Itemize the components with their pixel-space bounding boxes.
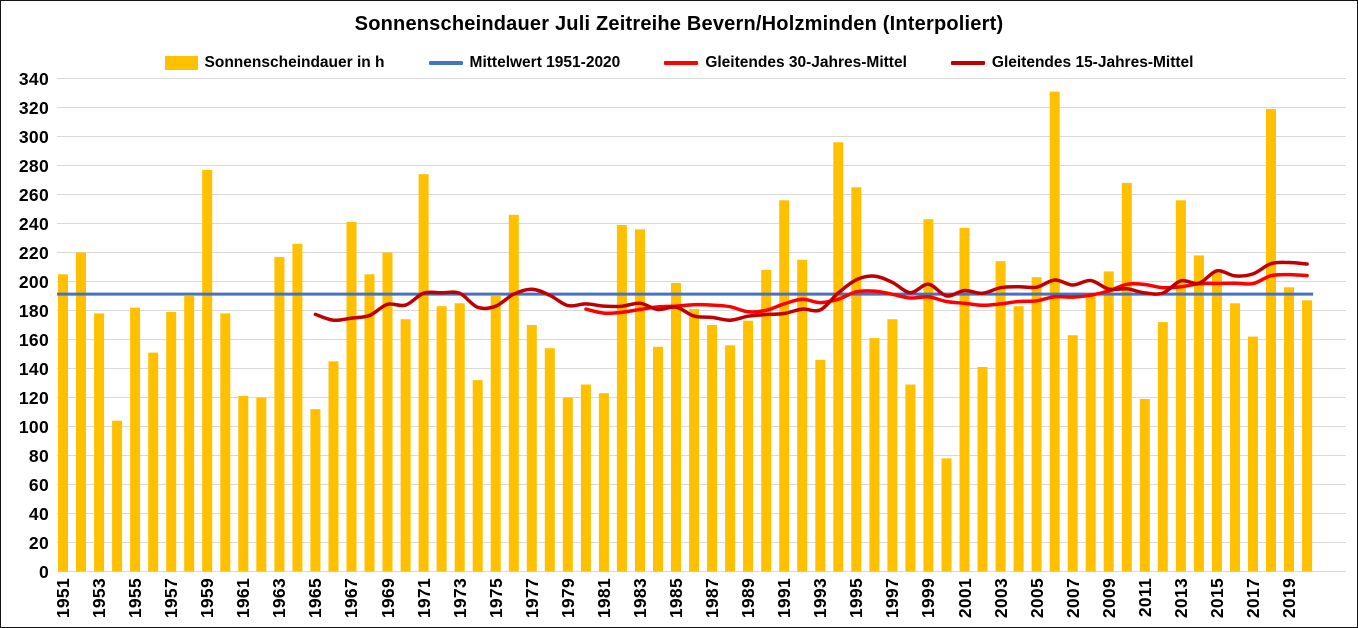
x-tick-label-1979: 1979 bbox=[557, 578, 578, 619]
y-tick-label-120: 120 bbox=[18, 387, 49, 408]
bar-2012 bbox=[1158, 322, 1168, 571]
x-tick-label-1975: 1975 bbox=[485, 578, 506, 619]
bar-1982 bbox=[617, 225, 627, 572]
bar-2016 bbox=[1230, 303, 1240, 571]
x-tick-label-1959: 1959 bbox=[197, 578, 218, 619]
y-tick-label-320: 320 bbox=[18, 97, 49, 118]
y-tick-label-300: 300 bbox=[18, 126, 49, 147]
bar-2014 bbox=[1194, 255, 1204, 571]
bar-2008 bbox=[1086, 293, 1096, 571]
bar-1979 bbox=[563, 398, 573, 572]
bar-2020 bbox=[1302, 300, 1312, 571]
bar-1962 bbox=[256, 398, 266, 572]
x-tick-label-2011: 2011 bbox=[1134, 578, 1155, 618]
y-tick-label-20: 20 bbox=[28, 532, 49, 553]
y-tick-label-200: 200 bbox=[18, 271, 49, 292]
plot-area bbox=[1, 1, 1358, 628]
bar-1988 bbox=[725, 345, 735, 571]
bar-1961 bbox=[238, 396, 248, 572]
bar-1952 bbox=[76, 253, 86, 572]
bar-2010 bbox=[1122, 183, 1132, 572]
x-tick-label-2019: 2019 bbox=[1279, 578, 1300, 619]
bar-1995 bbox=[851, 187, 861, 571]
bar-2011 bbox=[1140, 399, 1150, 572]
y-tick-label-180: 180 bbox=[18, 300, 49, 321]
bar-1963 bbox=[274, 257, 284, 572]
bar-1972 bbox=[437, 306, 447, 571]
bar-1975 bbox=[491, 296, 501, 572]
bar-1981 bbox=[599, 393, 609, 571]
x-tick-label-1983: 1983 bbox=[629, 578, 650, 619]
x-tick-label-1967: 1967 bbox=[341, 578, 362, 619]
x-tick-label-1969: 1969 bbox=[377, 578, 398, 619]
bar-1959 bbox=[202, 170, 212, 572]
y-tick-label-160: 160 bbox=[18, 329, 49, 350]
bar-1957 bbox=[166, 312, 176, 572]
bar-2004 bbox=[1014, 306, 1024, 571]
x-tick-label-2009: 2009 bbox=[1098, 578, 1119, 619]
bar-2003 bbox=[996, 261, 1006, 571]
x-tick-label-1963: 1963 bbox=[269, 578, 290, 619]
y-tick-label-280: 280 bbox=[18, 155, 49, 176]
bar-2006 bbox=[1050, 92, 1060, 572]
x-tick-label-1977: 1977 bbox=[521, 578, 542, 619]
y-tick-label-80: 80 bbox=[28, 445, 49, 466]
x-tick-label-1965: 1965 bbox=[305, 578, 326, 619]
bar-2013 bbox=[1176, 200, 1186, 571]
bar-1953 bbox=[94, 313, 104, 571]
x-tick-label-1997: 1997 bbox=[882, 578, 903, 619]
bar-1968 bbox=[365, 274, 375, 571]
x-tick-label-1981: 1981 bbox=[593, 578, 614, 619]
bar-1993 bbox=[815, 360, 825, 572]
x-tick-label-1993: 1993 bbox=[810, 578, 831, 619]
x-tick-label-1961: 1961 bbox=[233, 578, 254, 619]
bar-2000 bbox=[942, 458, 952, 571]
x-tick-label-1957: 1957 bbox=[161, 578, 182, 619]
x-tick-label-2015: 2015 bbox=[1206, 578, 1227, 619]
bar-1998 bbox=[905, 385, 915, 572]
x-tick-label-2007: 2007 bbox=[1062, 578, 1083, 619]
bar-1965 bbox=[310, 409, 320, 571]
bar-1974 bbox=[473, 380, 483, 571]
x-tick-label-2001: 2001 bbox=[954, 578, 975, 619]
legend-label: Sonnenscheindauer in h bbox=[204, 54, 385, 71]
x-tick-label-1955: 1955 bbox=[125, 578, 146, 619]
bar-1955 bbox=[130, 308, 140, 572]
x-tick-label-1995: 1995 bbox=[846, 578, 867, 619]
x-tick-label-1985: 1985 bbox=[666, 578, 687, 619]
x-tick-label-1951: 1951 bbox=[53, 578, 73, 619]
bar-2001 bbox=[960, 228, 970, 572]
x-tick-label-1953: 1953 bbox=[89, 578, 110, 619]
bar-2019 bbox=[1284, 287, 1294, 571]
x-tick-label-2017: 2017 bbox=[1242, 578, 1263, 619]
x-tick-label-1991: 1991 bbox=[774, 578, 795, 619]
bar-1985 bbox=[671, 283, 681, 572]
chart-title: Sonnenscheindauer Juli Zeitreihe Bevern/Holzminden (Interpoliert) bbox=[354, 13, 1004, 35]
bar-1954 bbox=[112, 421, 122, 572]
y-tick-label-40: 40 bbox=[28, 503, 49, 524]
x-tick-label-1971: 1971 bbox=[413, 578, 434, 619]
bar-1966 bbox=[329, 361, 339, 571]
bar-1996 bbox=[869, 338, 879, 571]
bar-1980 bbox=[581, 385, 591, 572]
bar-1983 bbox=[635, 229, 645, 571]
y-tick-label-0: 0 bbox=[38, 561, 49, 582]
legend-label: Mittelwert 1951-2020 bbox=[469, 54, 621, 71]
bar-1991 bbox=[779, 200, 789, 571]
bar-1976 bbox=[509, 215, 519, 572]
bar-1973 bbox=[455, 303, 465, 571]
y-tick-label-100: 100 bbox=[18, 416, 49, 437]
bar-1984 bbox=[653, 347, 663, 572]
x-tick-label-1973: 1973 bbox=[449, 578, 470, 619]
bar-2005 bbox=[1032, 277, 1042, 571]
bar-1956 bbox=[148, 353, 158, 572]
bar-1977 bbox=[527, 325, 537, 572]
x-tick-label-1989: 1989 bbox=[738, 578, 759, 619]
bar-2018 bbox=[1266, 109, 1276, 572]
y-tick-label-140: 140 bbox=[18, 358, 49, 379]
gridlines bbox=[57, 79, 1346, 572]
bar-1989 bbox=[743, 321, 753, 572]
bar-2002 bbox=[978, 367, 988, 572]
bar-1987 bbox=[707, 325, 717, 572]
bar-1967 bbox=[347, 222, 357, 572]
bar-1951 bbox=[58, 274, 68, 571]
bar-2009 bbox=[1104, 271, 1114, 571]
x-tick-label-2013: 2013 bbox=[1170, 578, 1191, 619]
y-tick-label-260: 260 bbox=[18, 184, 49, 205]
legend-label: Gleitendes 30-Jahres-Mittel bbox=[705, 54, 907, 71]
y-tick-label-340: 340 bbox=[18, 68, 49, 89]
bar-1971 bbox=[419, 174, 429, 571]
y-tick-label-220: 220 bbox=[18, 242, 49, 263]
bar-1986 bbox=[689, 309, 699, 571]
legend-label: Gleitendes 15-Jahres-Mittel bbox=[991, 54, 1194, 71]
x-tick-label-1999: 1999 bbox=[918, 578, 939, 619]
bar-1960 bbox=[220, 313, 230, 571]
y-tick-label-240: 240 bbox=[18, 213, 49, 234]
x-tick-label-2005: 2005 bbox=[1026, 578, 1047, 619]
bar-1997 bbox=[887, 319, 897, 571]
bar-1958 bbox=[184, 296, 194, 572]
x-tick-label-2003: 2003 bbox=[990, 578, 1011, 619]
bar-2017 bbox=[1248, 337, 1258, 572]
bar-1978 bbox=[545, 348, 555, 571]
bar-2015 bbox=[1212, 273, 1222, 572]
bar-2007 bbox=[1068, 335, 1078, 571]
bar-1970 bbox=[401, 319, 411, 571]
bar-1992 bbox=[797, 260, 807, 572]
x-tick-label-1987: 1987 bbox=[702, 578, 723, 619]
y-tick-label-60: 60 bbox=[28, 474, 49, 495]
bars-sonnenscheindauer bbox=[58, 92, 1312, 572]
bar-1994 bbox=[833, 142, 843, 571]
bar-1999 bbox=[923, 219, 933, 571]
bar-1969 bbox=[383, 253, 393, 572]
